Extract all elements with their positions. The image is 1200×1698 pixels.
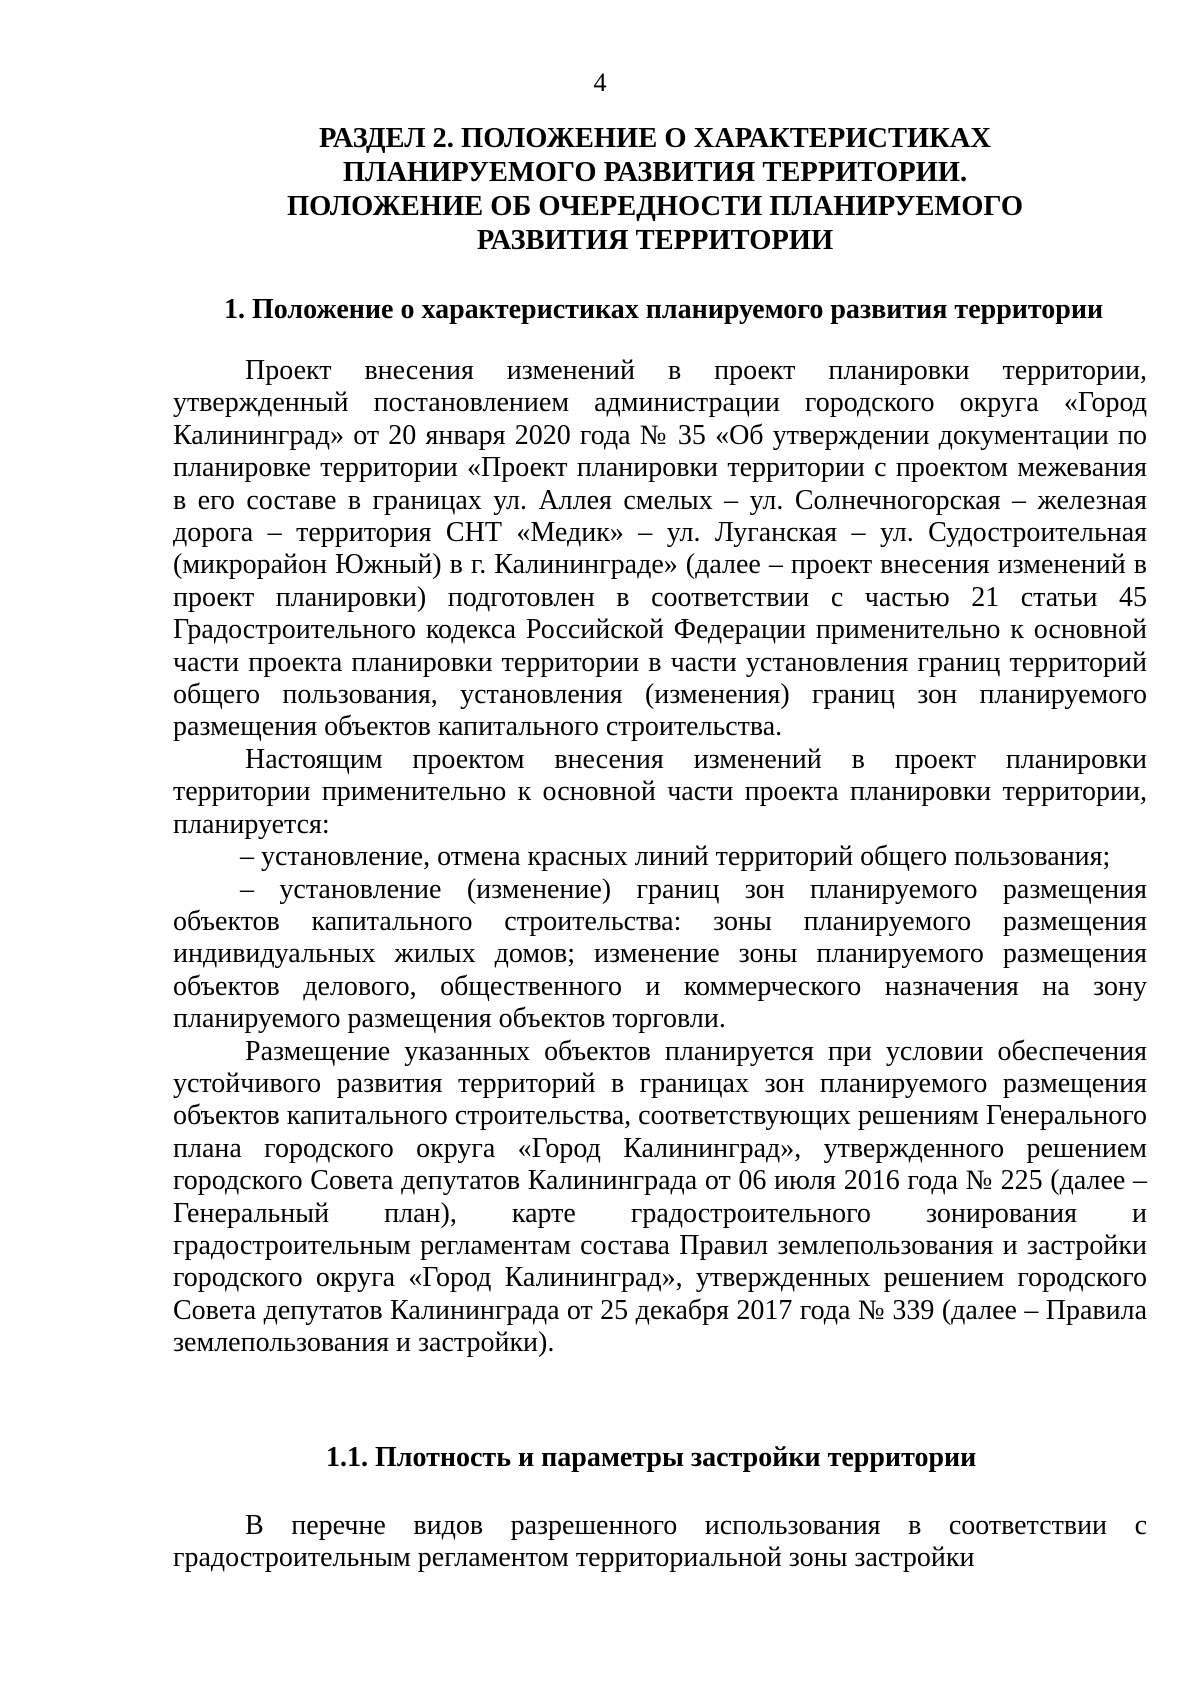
subsection-1-body bbox=[173, 355, 1147, 1360]
paragraph-planned-intro: Настоящим проектом внесения изменений в проект планировки территории применительно к основной части проекта планировки территории, планируется: bbox=[173, 743, 1147, 840]
section-title-line: ПОЛОЖЕНИЕ ОБ ОЧЕРЕДНОСТИ ПЛАНИРУЕМОГО bbox=[287, 191, 1023, 222]
subsection-1-1-body bbox=[173, 1510, 1147, 1575]
paragraph-project-description: Проект внесения изменений в проект планировки территории, утвержденный постановлением администрации городского округа «Город Калининград» от 20 января 2020 года № 35 «Об утверждении документации по планировке территории «Проект планировки территории с проектом межевания в его составе в границах ул. Аллея смелых – ул. Солнечногорская – железная дорога – территория СНТ «Медик» – ул. Луганская – ул. Судостроительная (микрорайон Южный) в г. Калининграде» (далее – проект внесения изменений в проект планировки) подготовлен в соответствии с частью 21 статьи 45 Градостроительного кодекса Российской Федерации применительно к основной части проекта планировки территории в части установления границ территорий общего пользования, установления (изменения) границ зон планируемого размещения объектов капитального строительства. bbox=[173, 355, 1147, 743]
page-number: 4 bbox=[593, 68, 607, 97]
subsection-1-1-heading: 1.1. Плотность и параметры застройки территории bbox=[326, 1442, 977, 1473]
section-title bbox=[170, 122, 1140, 258]
paragraph-placement-conditions: Размещение указанных объектов планируется при условии обеспечения устойчивого развития территорий в границах зон планируемого размещения объектов капитального строительства, соответствующих решениям Генерального плана городского округа «Город Калининград», утвержденного решением городского Совета депутатов Калининграда от 06 июля 2016 года № 225 (далее – Генеральный план), карте градостроительного зонирования и градостроительным регламентам состава Правил землепользования и застройки городского округа «Город Калининград», утвержденных решением городского Совета депутатов Калининграда от 25 декабря 2017 года № 339 (далее – Правила землепользования и застройки). bbox=[173, 1035, 1147, 1359]
subsection-1-heading: 1. Положение о характеристиках планируемого развития территории bbox=[224, 294, 1104, 325]
list-item-red-lines: – установление, отмена красных линий территорий общего пользования; bbox=[240, 841, 1111, 873]
list-item-zone-boundaries: – установление (изменение) границ зон планируемого размещения объектов капитального строительства: зоны планируемого размещения индивидуальных жилых домов; изменение зоны планируемого размещения объектов делового, общественного и коммерческого назначения на зону планируемого размещения объектов торговли. bbox=[173, 873, 1147, 1035]
paragraph-permitted-use: В перечне видов разрешенного использования в соответствии с градостроительным регламентом территориальной зоны застройки bbox=[173, 1510, 1147, 1574]
section-title-line: РАЗДЕЛ 2. ПОЛОЖЕНИЕ О ХАРАКТЕРИСТИКАХ bbox=[319, 123, 991, 154]
section-title-line: ПЛАНИРУЕМОГО РАЗВИТИЯ ТЕРРИТОРИИ. bbox=[342, 157, 968, 188]
section-title-line: РАЗВИТИЯ ТЕРРИТОРИИ bbox=[476, 225, 834, 256]
